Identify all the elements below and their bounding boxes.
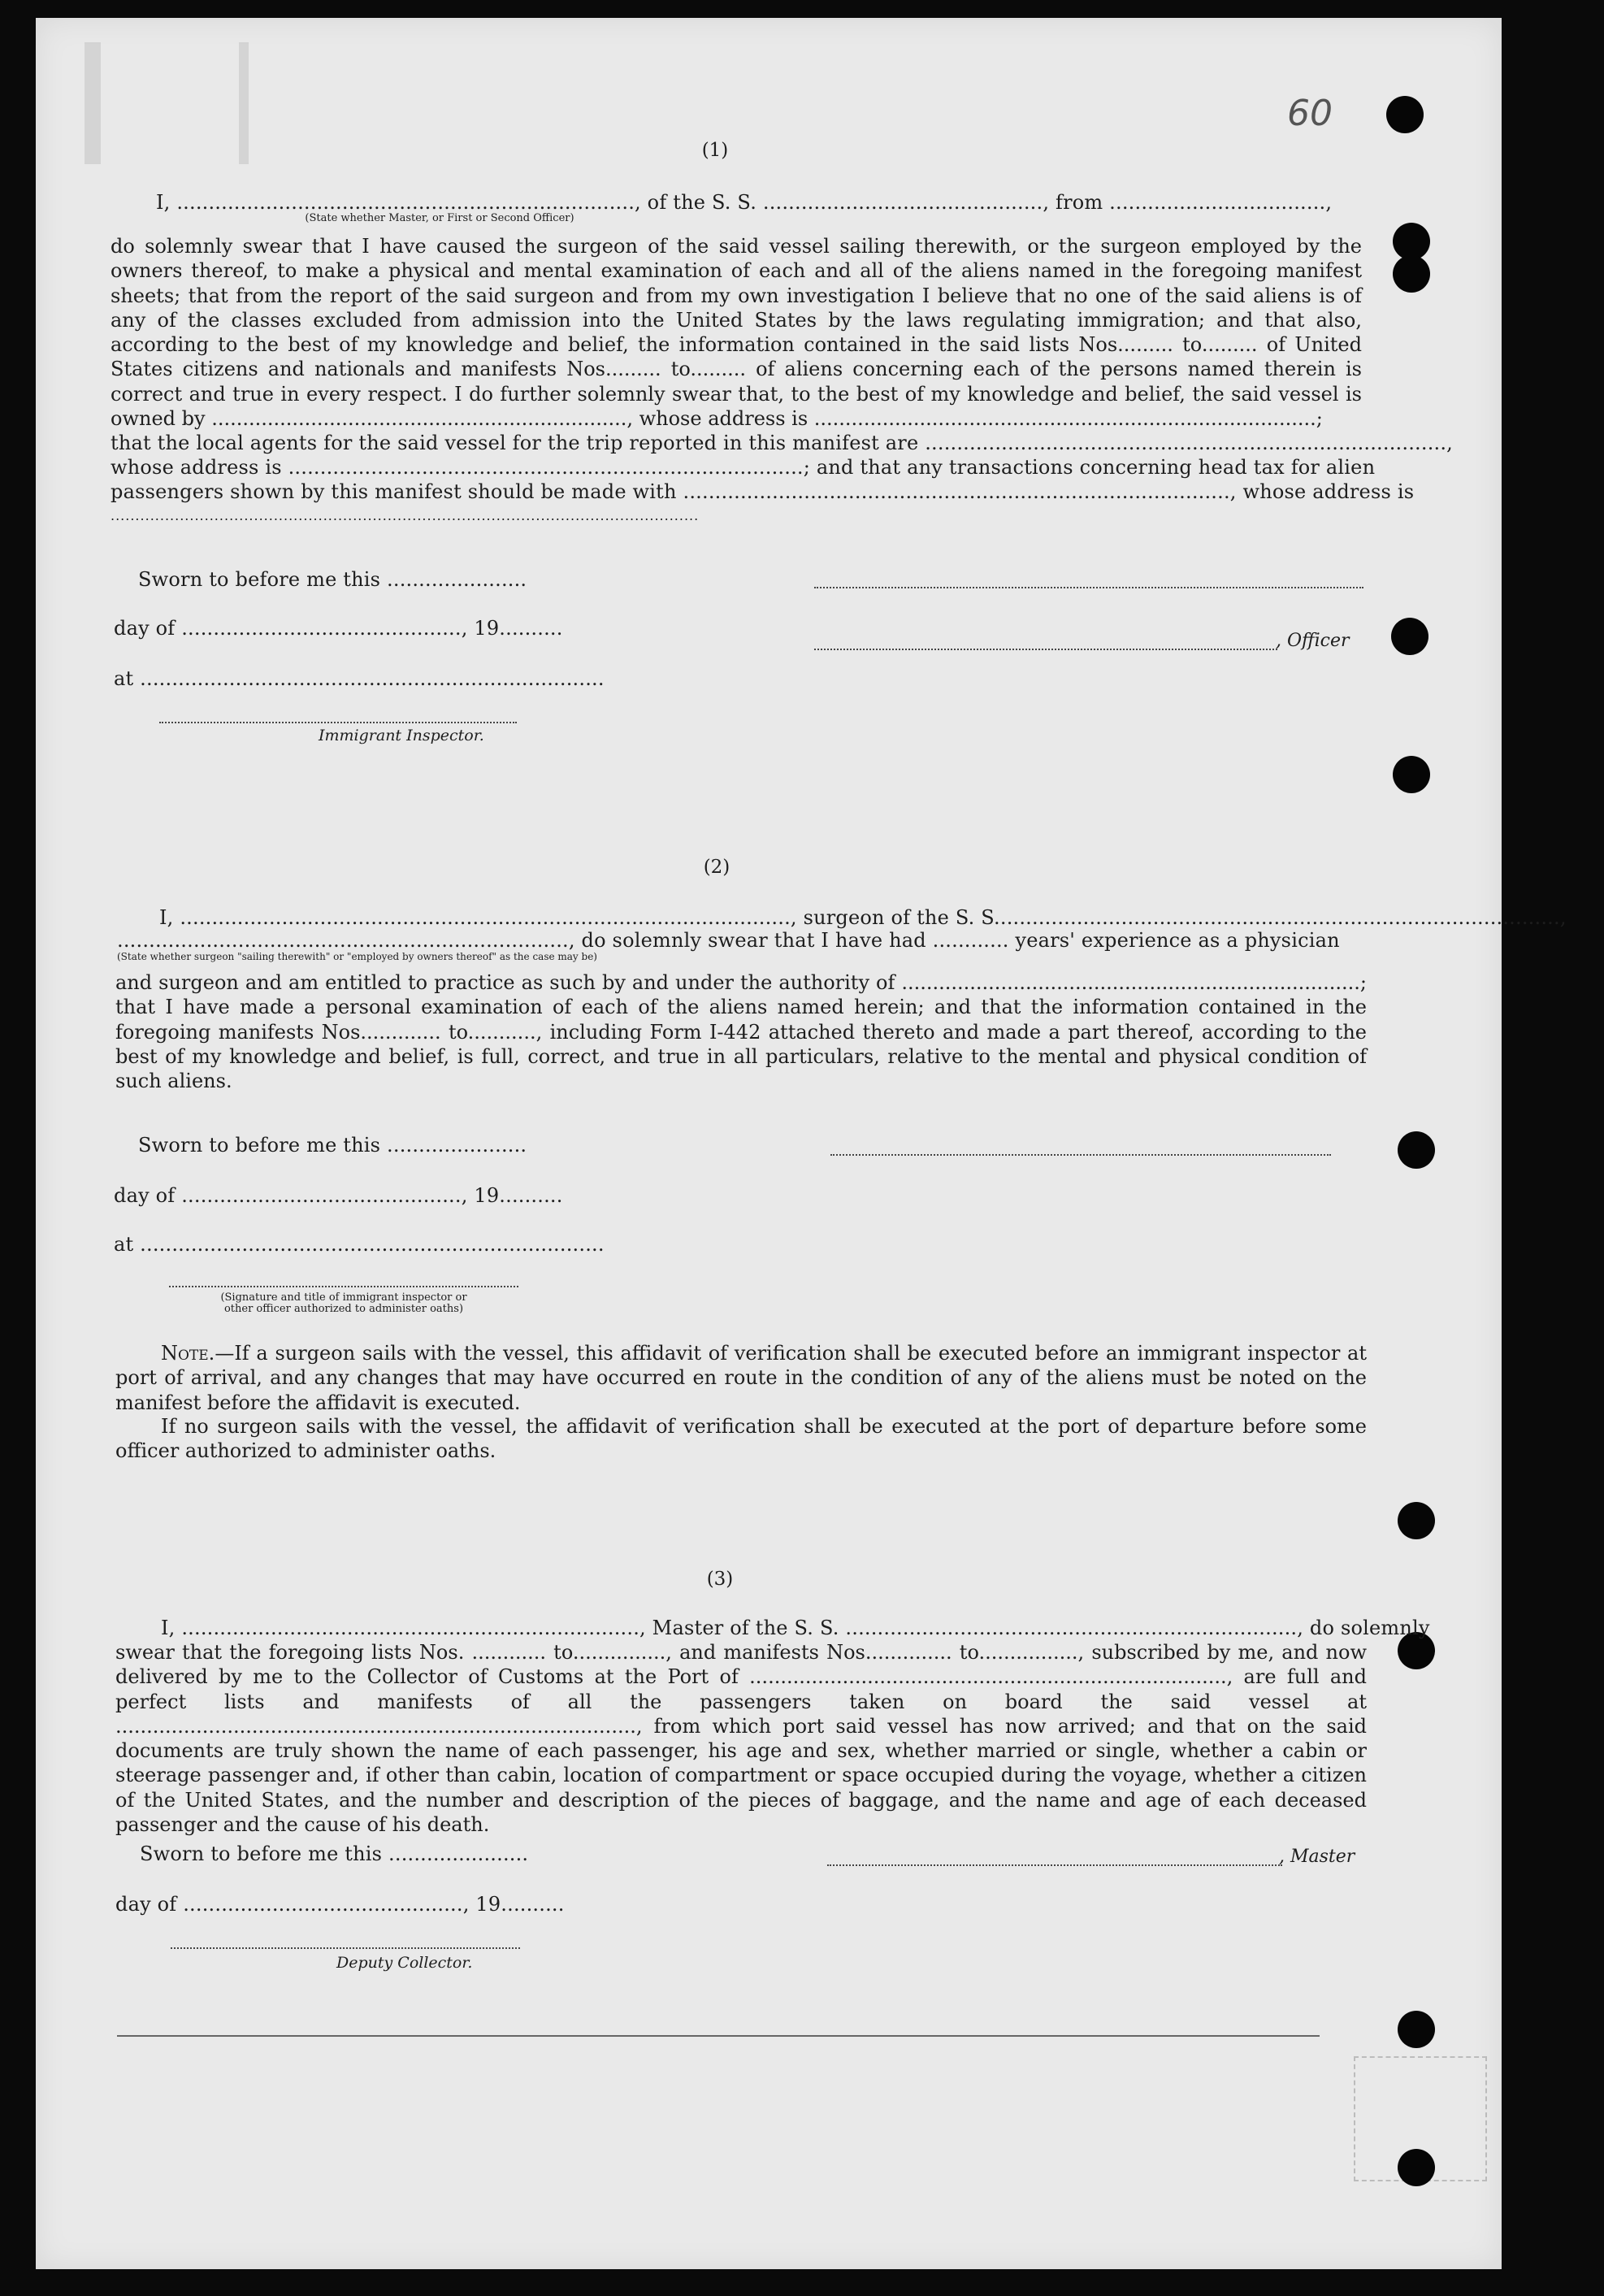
section-2-signature-line (830, 1154, 1331, 1156)
section-2-experience-line: ......................................................................., do solemnly swear that I have had ............ years' experience as a physician (117, 929, 1340, 952)
document-page (36, 18, 1567, 2269)
section-1-body: do solemnly swear that I have caused the surgeon of the said vessel sailing therewith, or the surgeon employed by the owners thereof, to make a physical and mental examination of each and all of the aliens named in the foregoing manifest sheets; that from the report of the said surgeon and from my own investigation I believe that no one of the said aliens is of any of the classes excluded from admission into the United States by the laws regulating immigration; and that also, according to the best of my knowledge and belief, the information contained in the said lists Nos......... to......... of United States citizens and nationals and manifests Nos......... to......... of aliens concerning each of the persons named therein is correct and true in every respect. I do further solemnly swear that, to the best of my knowledge and belief, the said vessel is owned by ..................................................................., whose address is .................................................................................; (111, 235, 1362, 431)
punch-hole (1398, 1502, 1435, 1539)
section-1-caption: (State whether Master, or First or Second Officer) (305, 212, 574, 224)
bottom-rule (117, 2035, 1320, 2037)
section-1-signature-line (814, 587, 1363, 588)
section-1-dotted-line: ....................................................................................................................... (111, 508, 700, 523)
bleed-through-mark (85, 42, 249, 164)
section-1-inspector-line (159, 722, 517, 723)
section-2-sig-caption-1: (Signature and title of immigrant inspector or (220, 1291, 467, 1304)
section-3-sworn-line: Sworn to before me this ...................... (140, 1842, 529, 1865)
section-3-master-label: , Master (1279, 1847, 1355, 1867)
section-2-at-line: at ......................................................................... (114, 1233, 605, 1256)
punch-hole (1393, 255, 1430, 293)
section-1-officer-label: , Officer (1276, 631, 1350, 651)
note-label: Note. (161, 1342, 215, 1365)
section-2-sworn-line: Sworn to before me this ...................... (138, 1134, 527, 1157)
section-1-number: (1) (701, 140, 729, 161)
section-2-number: (2) (703, 857, 730, 878)
section-3-day-line: day of ............................................, 19.......... (115, 1893, 565, 1916)
section-1-agents-line: that the local agents for the said vessel for the trip reported in this manifest are .................................................................................., (111, 432, 1454, 454)
section-3-number: (3) (706, 1569, 734, 1590)
punch-hole (1398, 2011, 1435, 2048)
section-3-collector-label: Deputy Collector. (336, 1954, 473, 1972)
note-1-text: —If a surgeon sails with the vessel, this affidavit of verification shall be executed before an immigrant inspector at port of arrival, and any changes that may have occurred en route in the condition of any of the aliens must be noted on the manifest before the affidavit is executed. (115, 1342, 1367, 1414)
section-1-at-line: at ......................................................................... (114, 667, 605, 690)
section-3-oath-line: I, ........................................................................, Master of the S. S. ......................................................................., do solemnly (161, 1617, 1430, 1639)
section-1-inspector-label: Immigrant Inspector. (319, 727, 484, 744)
section-2-body: and surgeon and am entitled to practice as such by and under the authority of ..........................................................................; that I have made a personal examination of each of the aliens named herein; and that the information contained in the foregoing manifests Nos............. to..........., including Form I-442 attached thereto and made a part thereof, according to the best of my knowledge and belief, is full, correct, and true in all particulars, relative to the mental and physical condition of such aliens. (115, 971, 1367, 1093)
punch-hole (1391, 618, 1428, 655)
section-3-master-line (827, 1864, 1282, 1866)
section-1-address-line: whose address is .................................................................................; and that any transactions concerning head tax for alien (111, 456, 1376, 479)
section-1-passengers-line: passengers shown by this manifest should be made with ......................................................................................, whose address is (111, 480, 1415, 503)
section-2-note-2: If no surgeon sails with the vessel, the affidavit of verification shall be executed at the port of departure before some officer authorized to administer oaths. (115, 1415, 1367, 1463)
section-2-day-line: day of ............................................, 19.......... (114, 1184, 563, 1207)
section-3-body: swear that the foregoing lists Nos. ............ to..............., and manifests Nos.............. to................, subscribed by me, and now delivered by me to the Collector of Customs at the Port of ............................................................................., are full and perfect lists and manifests of all the passengers taken on board the said vessel at ...................................................................................., from which port said vessel has now arrived; and that on the said documents are truly shown the name of each passenger, his age and sex, whether married or single, whether a cabin or steerage passenger and, if other than cabin, location of compartment or space occupied during the voyage, whether a citizen of the United States, and the number and description of the pieces of baggage, and the name and age of each deceased passenger and the cause of his death. (115, 1641, 1367, 1837)
section-2-sig-caption-2: other officer authorized to administer oaths) (223, 1303, 464, 1315)
section-1-sworn-line: Sworn to before me this ...................... (138, 568, 527, 591)
page-number: 60 (1287, 93, 1333, 134)
section-2-caption: (State whether surgeon "sailing therewith" or "employed by owners thereof" as the case may be) (117, 951, 597, 962)
section-3-collector-line (171, 1947, 520, 1949)
punch-hole (1398, 1131, 1435, 1169)
section-1-oath-line: I, ........................................................................, of the S. S. ............................................, from .................................., (156, 191, 1333, 214)
section-2-note-1 (115, 1341, 1367, 1415)
punch-hole (1398, 2149, 1435, 2186)
section-2-oath-line: I, ................................................................................................, surgeon of the S. S........................................................................................., (159, 906, 1567, 929)
section-1-day-line: day of ............................................, 19.......... (114, 617, 563, 640)
section-2-authority-line (169, 1286, 518, 1287)
section-1-officer-line (814, 649, 1277, 650)
punch-hole (1386, 96, 1424, 133)
punch-hole (1393, 756, 1430, 793)
